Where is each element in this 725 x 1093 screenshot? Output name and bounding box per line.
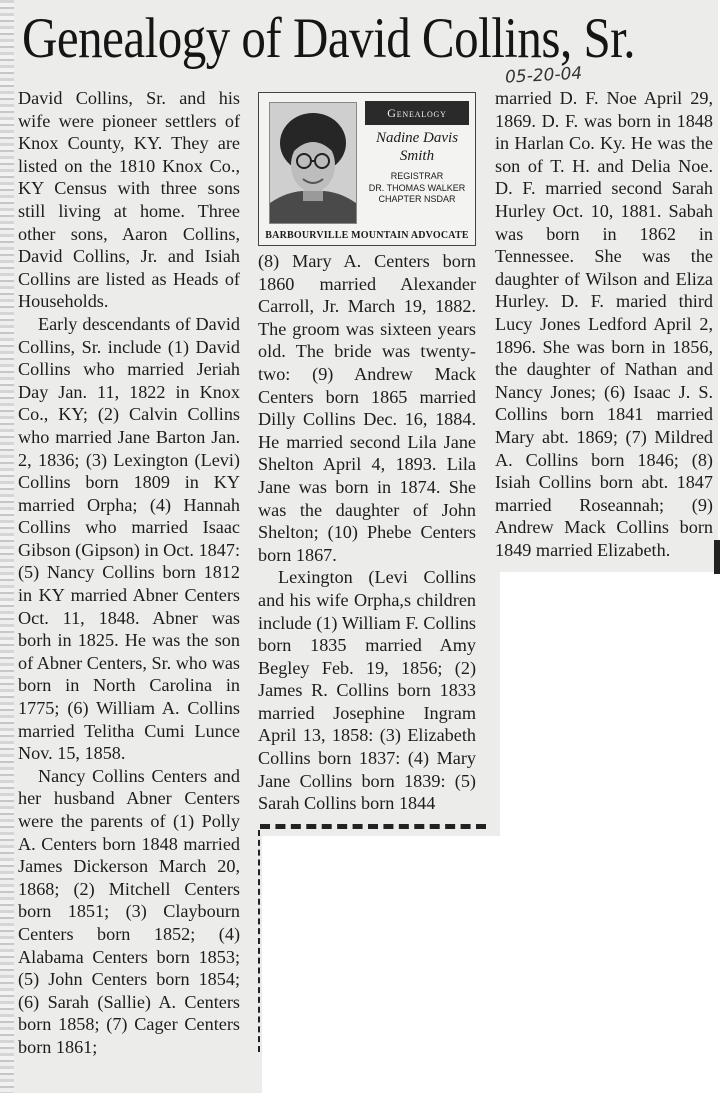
cut-mark (714, 540, 720, 574)
dashed-border-horizontal (260, 824, 486, 829)
role-line: DR. THOMAS WALKER (368, 182, 466, 193)
author-portrait-icon (270, 103, 356, 223)
article-column-1 (18, 87, 240, 1059)
paragraph: Early descendants of David Collins, Sr. include (1) David Collins who married Jeriah Day Jan. 11, 1822 in Knox Co., KY; (2) Calvin Collins who married Jane Barton Jan. 2, 1836; (3) Lexington (Levi) Collins born 1809 in KY married Orpha; (4) Hannah Collins who married Isaac Gibson (Gipson) in Oct. 1847: (5) Nancy Collins born 1812 in KY married Abner Centers Oct. 11, 1848. Abner was borh in 1825. He was the son of Abner Centers, Sr. who was born in North Carolina in 1775; (6) William A. Collins married Telitha Cumi Lunce Nov. 15, 1858. (18, 313, 240, 764)
paragraph: married D. F. Noe April 29, 1869. D. F. was born in 1848 in Harlan Co. Ky. He was the son of T. H. and Delia Noe. D. F. married second Sarah Hurley Oct. 10, 1881. Sabah was born in 1862 in Tennessee. She was the daughter of Wilson and Eliza Hurley. D. F. maried third Lucy Jones Ledford April 2, 1896. She was born in 1856, the daughter of Nathan and Nancy Jones; (6) Isaac J. S. Collins born 1841 married Mary abt. 1869; (7) Mildred A. Collins born 1846; (8) Isiah Collins born abt. 1847 married Roseannah; (9) Andrew Mack Collins born 1849 married Elizabeth. (495, 88, 713, 560)
role-line: CHAPTER NSDAR (378, 194, 456, 204)
author-role (359, 171, 475, 206)
publication-name: BARBOURVILLE MOUNTAIN ADVOCATE (265, 230, 469, 241)
paragraph: Lexington (Levi Collins and his wife Orpha,s children include (1) William F. Collins born 1835 married Amy Begley Feb. 19, 1856; (2) James R. Collins born 1833 married Josephine Ingram April 13, 1858: (3) Elizabeth Collins born 1837: (4) Mary Jane Collins born 1839: (5) Sarah Collins born 1844 (258, 567, 476, 814)
handwritten-date: 05-20-04 (504, 63, 583, 88)
byline-box (258, 92, 476, 246)
torn-left-edge (0, 0, 14, 1093)
role-line: REGISTRAR (390, 171, 444, 181)
paragraph: (8) Mary A. Centers born 1860 married Alexander Carroll, Jr. March 19, 1882. The groom was sixteen years old. The bride was twenty-two: (9) Andrew Mack Centers born 1865 married Dilly Collins Dec. 16, 1884. He married second Lila Jane Shelton April 4, 1893. Lila Jane was born in 1874. She was the daughter of John Shelton; (10) Phebe Centers born 1867. (258, 251, 476, 565)
headline: Genealogy of David Collins, Sr. (22, 7, 636, 70)
author-photo (269, 102, 357, 224)
section-banner: Genealogy (365, 101, 469, 125)
paragraph: Nancy Collins Centers and her husband Abner Centers were the parents of (1) Polly A. Centers born 1848 married James Dickerson March 20, 1868; (2) Mitchell Centers born 1851; (3) Claybourn Centers born 1852; (4) Alabama Centers born 1853; (5) John Centers born 1854; (6) Sarah (Sallie) A. Centers born 1858; (7) Cager Centers born 1861; (18, 765, 240, 1057)
dashed-border-vertical (258, 830, 260, 1052)
article-column-3 (495, 87, 713, 561)
author-name: Nadine Davis Smith (375, 130, 459, 164)
article-column-2 (258, 250, 476, 815)
paragraph: David Collins, Sr. and his wife were pioneer settlers of Knox County, KY. They are listed on the 1810 Knox Co., KY Census with three sons still living at home. Three other sons, Aaron Collins, David Collins, Jr. and Isiah Collins are listed as Heads of Households. (18, 88, 240, 312)
